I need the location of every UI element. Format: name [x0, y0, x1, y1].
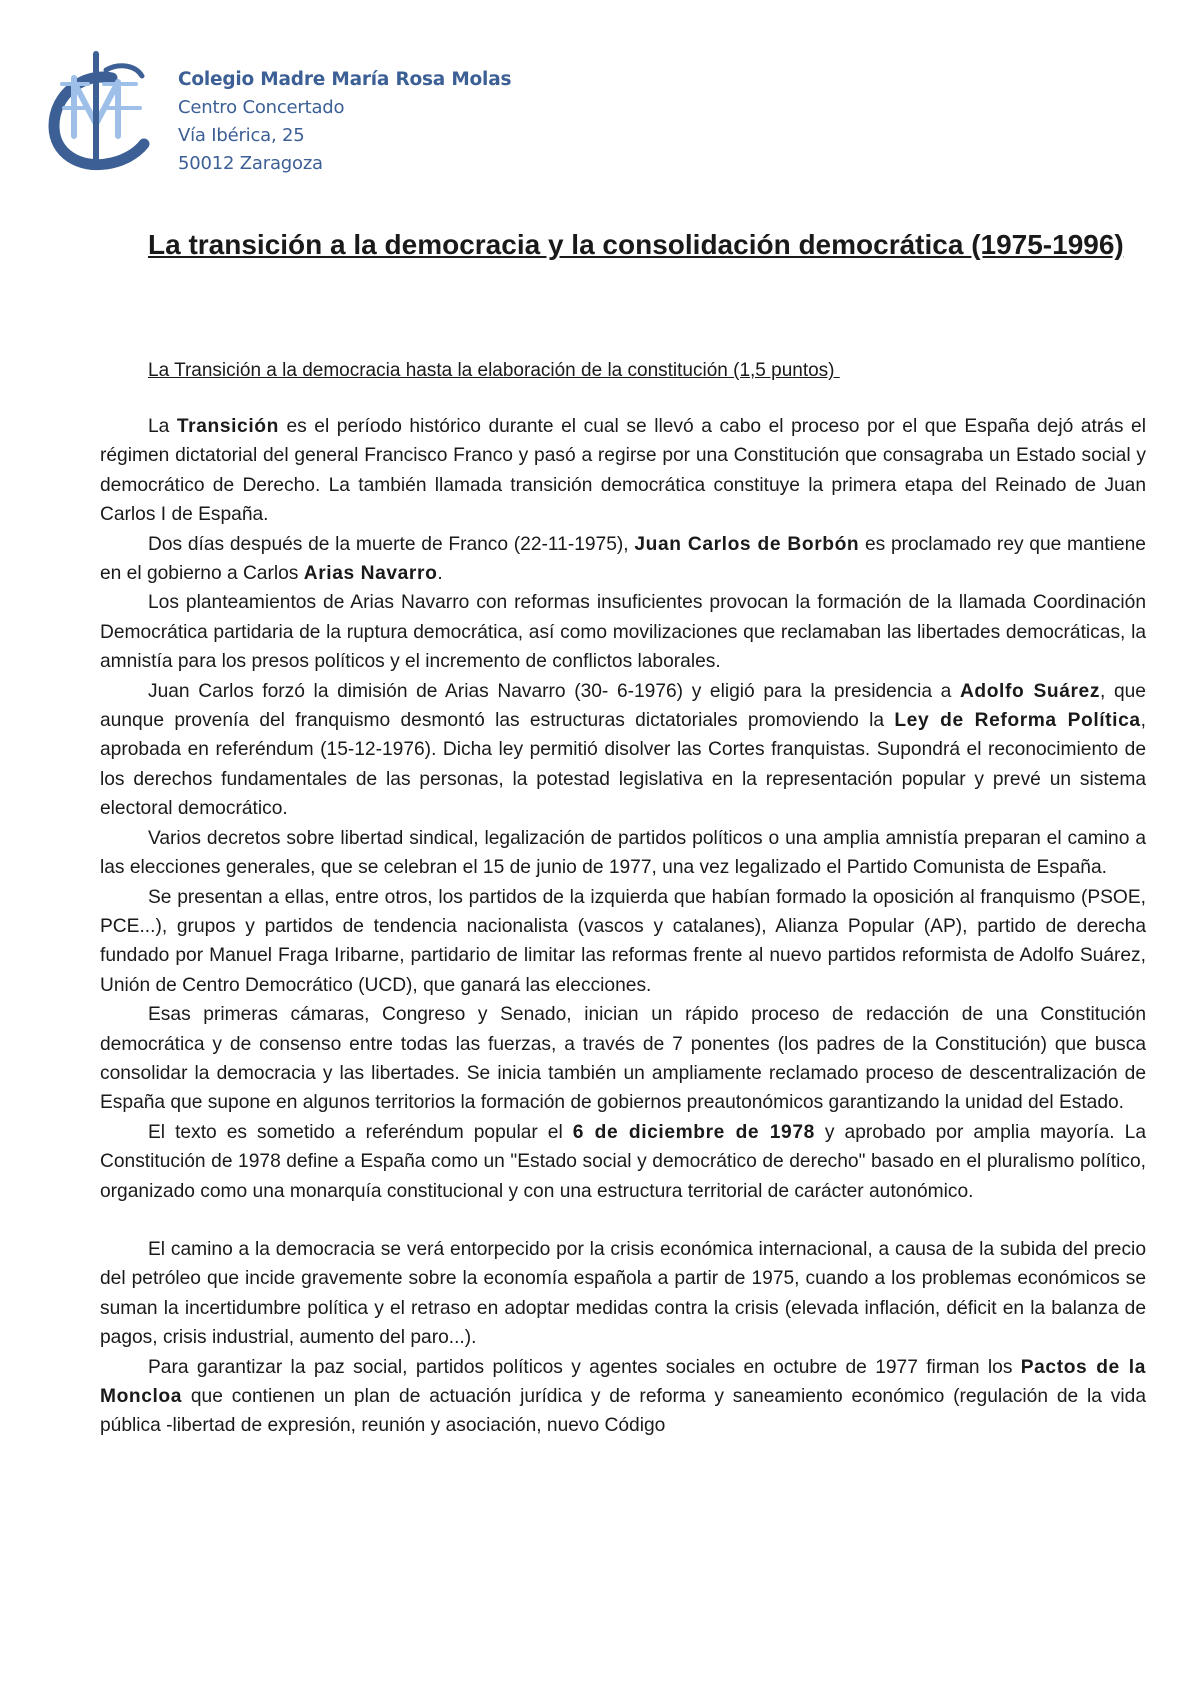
bold-term: Adolfo Suárez [959, 680, 1101, 702]
school-header [178, 66, 511, 178]
bold-term: Arias Navarro [303, 563, 438, 585]
school-logo-icon [44, 48, 154, 178]
section-title: La Transición a la democracia hasta la elaboración de la constitución (1,5 puntos) [148, 360, 840, 381]
text-run: Varios decretos sobre libertad sindical, legalización de partidos políticos o una amplia amnistía preparan el camino a las elecciones generales, que se celebran el 15 de junio de 1977, una vez legalizado el Partido Comunista de España. [100, 827, 1146, 879]
school-name: Colegio Madre María Rosa Molas [178, 69, 512, 90]
text-run: Esas primeras cámaras, Congreso y Senado, inician un rápido proceso de redacción de una Constitución democrática y de consenso entre todas las fuerzas, a través de 7 ponentes (los padres de la Constitución) que busca consolidar la democracia y las libertades. Se inicia también un ampliamente reclamado proceso de descentralización de España que supone en algunos territorios la formación de gobiernos preautonómicos garantizando la unidad del Estado. [100, 1004, 1146, 1114]
text-run: es proclamado rey que mantiene en el gobierno a Carlos [100, 533, 1146, 585]
text-run: . [437, 563, 443, 585]
text-run: , aprobada en referéndum (15-12-1976). Dicha ley permitió disolver las Cortes franquistas. Supondrá el reconocimiento de los derechos fundamentales de las personas, la potestad legislativa en la representación popular y prevé un sistema electoral democrático. [100, 710, 1146, 820]
text-run: Se presentan a ellas, entre otros, los partidos de la izquierda que habían formado la oposición al franquismo (PSOE, PCE...), grupos y partidos de tendencia nacionalista (vascos y catalanes), Alianza Popular (AP), partido de derecha fundado por Manuel Fraga Iribarne, partidario de limitar las reformas frente al nuevo partidos reformista de Adolfo Suárez, Unión de Centro Democrático (UCD), que ganará las elecciones. [100, 886, 1146, 996]
bold-term: Juan Carlos de Borbón [634, 533, 860, 555]
text-run: es el período histórico durante el cual se llevó a cabo el proceso por el que España dejó atrás el régimen dictatorial del general Francisco Franco y pasó a regirse por una Constitución que consagraba un Estado social y democrático de Derecho. La también llamada transición democrática constituye la primera etapa del Reinado de Juan Carlos I de España. [100, 416, 1146, 526]
bold-term: Pactos de la Moncloa [100, 1356, 1146, 1407]
text-run: Juan Carlos forzó la dimisión de Arias Navarro (30- 6-1976) y eligió para la presidencia a [148, 680, 960, 702]
bold-term: Transición [176, 416, 279, 437]
text-run: El texto es sometido a referéndum popular el [148, 1121, 573, 1143]
text-run: El camino a la democracia se verá entorpecido por la crisis económica internacional, a causa de la subida del precio del petróleo que incide gravemente sobre la economía española a partir de 1975, cuando a los problemas económicos se suman la incertidumbre política y el retraso en adoptar medidas contra la crisis (elevada inflación, déficit en la balanza de pagos, crisis industrial, aumento del paro...). [100, 1238, 1146, 1349]
text-run: , que aunque provenía del franquismo desmontó las estructuras dictatoriales promoviendo la [100, 680, 1146, 732]
paragraph [100, 1118, 1146, 1206]
text-run: Los planteamientos de Arias Navarro con reformas insuficientes provocan la formación de la llamada Coordinación Democrática partidaria de la ruptura democrática, así como movilizaciones que reclamaban las libertades democráticas, la amnistía para los presos políticos y el incremento de conflictos laborales. [100, 592, 1146, 673]
text-run: que contienen un plan de actuación jurídica y de reforma y saneamiento económico (regulación de la vida pública -libertad de expresión, reunión y asociación, nuevo Código [100, 1386, 1146, 1437]
text-run: La [148, 416, 177, 437]
paragraph [100, 883, 1146, 1001]
text-run: Dos días después de la muerte de Franco (22-11-1975), [148, 533, 635, 555]
paragraph [100, 530, 1146, 589]
text-run: Para garantizar la paz social, partidos políticos y agentes sociales en octubre de 1977 firman los [148, 1356, 1021, 1378]
bold-term: 6 de diciembre de 1978 [572, 1121, 815, 1143]
document-body [100, 412, 1146, 1441]
school-center-type: Centro Concertado [178, 97, 345, 118]
paragraph [100, 1000, 1146, 1118]
paragraph [100, 588, 1146, 676]
bold-term: Ley de Reforma Política [894, 710, 1141, 732]
text-run: y aprobado por amplia mayoría. La Constitución de 1978 define a España como un "Estado social y democrático de derecho" basado en el pluralismo político, organizado como una monarquía constitucional y con una estructura territorial de carácter autonómico. [100, 1121, 1146, 1202]
paragraph [100, 1235, 1146, 1353]
paragraph [100, 677, 1146, 824]
paragraph [100, 1353, 1146, 1441]
paragraph [100, 824, 1146, 883]
school-city: 50012 Zaragoza [178, 153, 323, 174]
document-title: La transición a la democracia y la consolidación democrática (1975-1996) [148, 229, 1124, 260]
school-street: Vía Ibérica, 25 [178, 125, 305, 146]
paragraph [100, 412, 1146, 530]
